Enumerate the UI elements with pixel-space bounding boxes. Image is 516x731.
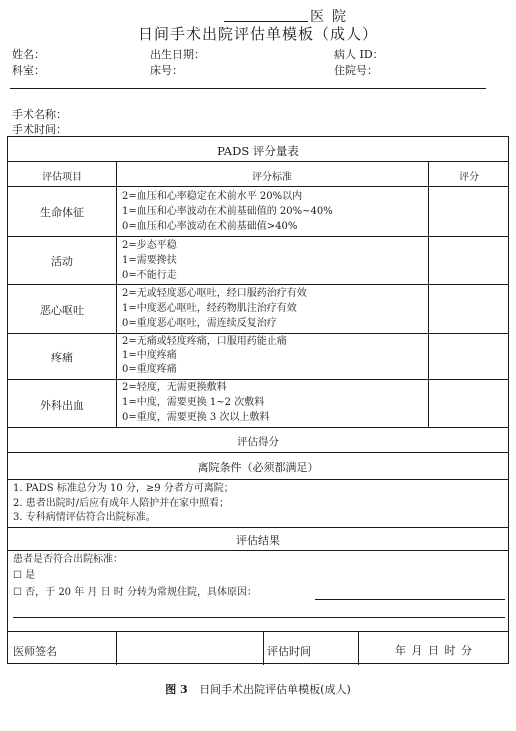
- row-line: [8, 333, 508, 334]
- reason-blank[interactable]: [315, 599, 505, 600]
- birth-date-label: 出生日期：: [150, 48, 205, 61]
- result-yes-option[interactable]: ☐ 是: [13, 570, 36, 581]
- criteria-line: 0=重度，需要更换 3 次以上敷料: [122, 412, 270, 423]
- criteria-line: 2=轻度，无需更换敷料: [122, 382, 227, 393]
- condition-item: 1. PADS 标准总分为 10 分，≥9 分者方可离院；: [13, 483, 234, 494]
- criteria-line: 0=血压和心率波动在术前基础值>40%: [122, 221, 298, 232]
- criteria-line: 0=重度疼痛: [122, 364, 177, 375]
- row-line: [8, 186, 508, 187]
- criteria-activity: [122, 240, 177, 282]
- condition-item: 3. 专科病情评估符合出院标准。: [13, 512, 156, 523]
- criteria-nausea-vomiting: [122, 288, 307, 330]
- hospital-name-blank: [224, 21, 308, 22]
- evaluation-table: [7, 136, 509, 664]
- row-line: [8, 379, 508, 380]
- result-title: 评估结果: [236, 534, 280, 547]
- row-line: [8, 161, 508, 162]
- discharge-conditions-list: [13, 483, 234, 525]
- item-nausea-vomiting: 恶心呕吐: [40, 304, 84, 317]
- row-line: [8, 284, 508, 285]
- reason-blank-line-2[interactable]: [13, 617, 505, 618]
- col-header-score: 评分: [459, 172, 479, 183]
- figure-caption-text: 日间手术出院评估单模板(成人): [199, 683, 351, 696]
- admission-no-label: 住院号：: [334, 64, 378, 77]
- row-line: [8, 631, 508, 632]
- item-activity: 活动: [51, 255, 73, 268]
- criteria-surgical-bleeding: [122, 382, 269, 424]
- row-line: [8, 236, 508, 237]
- department-label: 科室：: [12, 64, 45, 77]
- criteria-line: 2=无或轻度恶心呕吐，经口服药治疗有效: [122, 288, 307, 299]
- evaluation-time-label: 评估时间: [267, 645, 311, 658]
- pads-title: PADS 评分量表: [217, 144, 299, 158]
- header-divider: [10, 88, 486, 89]
- col-line: [428, 161, 429, 427]
- item-surgical-bleeding: 外科出血: [40, 399, 84, 412]
- result-no-option[interactable]: ☐ 否，于 20 年 月 日 时 分转为常规住院，具体原因：: [13, 587, 257, 598]
- surgery-name-label: 手术名称：: [12, 108, 67, 121]
- hospital-suffix: 医院: [310, 9, 354, 25]
- criteria-line: 1=血压和心率波动在术前基础值的 20%~40%: [122, 206, 333, 217]
- doctor-signature-field[interactable]: [118, 641, 258, 659]
- criteria-pain: [122, 336, 287, 376]
- criteria-line: 1=需要搀扶: [122, 255, 177, 266]
- criteria-line: 0=重度恶心呕吐，需连续反复治疗: [122, 318, 277, 329]
- evaluation-time-fields[interactable]: 年 月 日 时 分: [395, 644, 473, 657]
- criteria-line: 2=无痛或轻度疼痛，口服用药能止痛: [122, 336, 287, 347]
- criteria-line: 1=中度恶心呕吐，经药物肌注治疗有效: [122, 303, 297, 314]
- item-pain: 疼痛: [51, 351, 73, 364]
- row-line: [8, 527, 508, 528]
- col-line: [116, 631, 117, 665]
- bed-no-label: 床号：: [150, 64, 183, 77]
- figure-caption: [0, 681, 516, 697]
- form-title: 日间手术出院评估单模板（成人）: [137, 25, 378, 43]
- discharge-conditions-title: 离院条件（必须都满足）: [197, 461, 319, 474]
- doctor-signature-label: 医师签名: [13, 645, 57, 658]
- surgery-time-label: 手术时间：: [12, 123, 67, 136]
- col-line: [263, 631, 264, 665]
- item-vital-signs: 生命体征: [40, 206, 84, 219]
- criteria-line: 2=血压和心率稳定在术前水平 20%以内: [122, 191, 303, 202]
- figure-number: 图 3: [165, 683, 188, 696]
- total-score-label: 评估得分: [237, 436, 279, 448]
- criteria-line: 2=步态平稳: [122, 240, 177, 251]
- criteria-line: 1=中度，需要更换 1~2 次敷料: [122, 397, 265, 408]
- criteria-line: 1=中度疼痛: [122, 350, 177, 361]
- patient-id-label: 病人 ID：: [334, 48, 384, 61]
- col-header-standard: 评分标准: [252, 172, 292, 183]
- condition-item: 2. 患者出院时/后应有成年人陪护并在家中照看；: [13, 497, 230, 509]
- col-header-item: 评估项目: [42, 172, 82, 183]
- row-line: [8, 550, 508, 551]
- name-label: 姓名：: [12, 48, 45, 61]
- result-question: 患者是否符合出院标准：: [13, 554, 123, 565]
- row-line: [8, 427, 508, 428]
- row-line: [8, 452, 508, 453]
- criteria-vital-signs: [122, 191, 333, 233]
- col-line: [116, 161, 117, 427]
- criteria-line: 0=不能行走: [122, 270, 177, 281]
- row-line: [8, 479, 508, 480]
